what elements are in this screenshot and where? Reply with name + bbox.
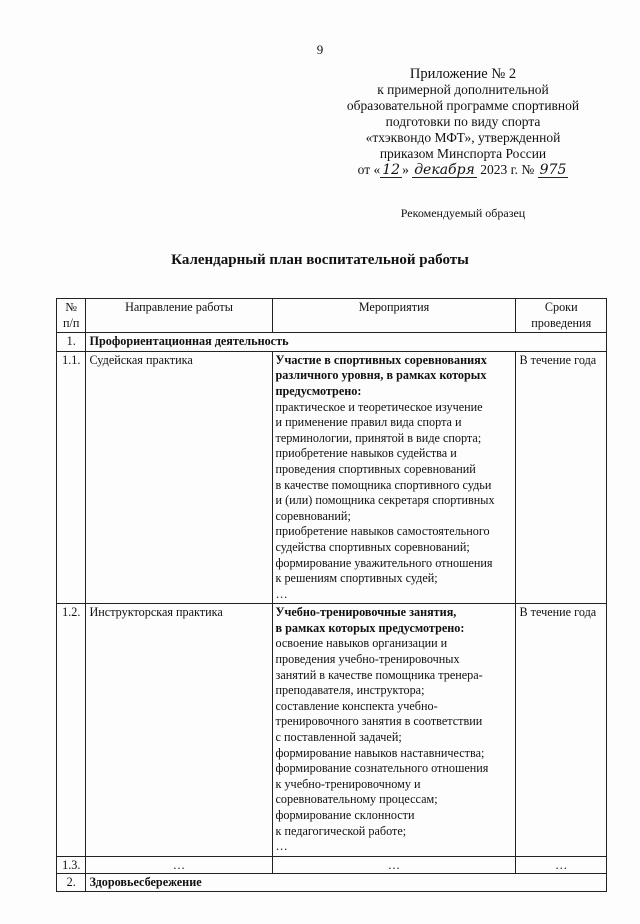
activity-line: к учебно-тренировочному и [275, 776, 421, 791]
appendix-line: приказом Минспорта России [379, 146, 547, 161]
appendix-line: «тхэквондо МФТ», утвержденной [365, 130, 561, 145]
document-title: Календарный план воспитательной работы [171, 252, 469, 268]
activity-line: проведения учебно-тренировочных [275, 652, 460, 667]
row-term: В течение года [516, 604, 607, 857]
header-num: № п/п [57, 299, 86, 333]
section-title: Профориентационная деятельность [86, 333, 607, 352]
activity-line: и применение правил вида спорта и [275, 415, 462, 430]
row-term: В течение года [516, 351, 607, 604]
table-row [57, 351, 607, 604]
activity-line: формирование уважительного отношения [275, 555, 493, 570]
activity-line: приобретение навыков судейства и [275, 446, 457, 461]
table-header-row [57, 299, 607, 333]
appendix-line: подготовки по виду спорта [385, 114, 541, 129]
table-row [57, 333, 607, 352]
appendix-line: образовательной программе спортивной [346, 98, 580, 113]
row-direction: Судейская практика [86, 351, 272, 604]
activity-heading: в рамках которых предусмотрено: [275, 620, 465, 635]
row-direction: Инструкторская практика [86, 604, 272, 857]
row-num: 1. [57, 333, 86, 352]
appendix-block [318, 66, 608, 178]
activity-heading: Участие в спортивных соревнованиях различного уровня, в рамках которых предусмотрено: [275, 352, 487, 398]
handwritten-day: 12 [382, 162, 401, 178]
row-activities: … [272, 856, 516, 873]
date-year: 2023 г. № [480, 162, 535, 177]
activity-line: соревнований; [275, 508, 351, 523]
activity-line: … [275, 586, 288, 601]
header-direction: Направление работы [86, 299, 272, 333]
activity-line: проведения спортивных соревнований [275, 461, 476, 476]
activity-line: соревновательному процессам; [275, 792, 438, 807]
header-terms-line: проведения [531, 315, 592, 330]
activity-line: занятий в качестве помощника тренера- [275, 667, 483, 682]
header-activities: Мероприятия [272, 299, 516, 333]
activity-line: формирование навыков наставничества; [275, 745, 485, 760]
activity-line: преподавателя, инструктора; [275, 683, 425, 698]
order-date-line [318, 162, 608, 178]
activity-line: тренировочного занятия в соответствии [275, 714, 483, 729]
activity-line: формирование склонности [275, 808, 415, 822]
activity-line: … [275, 839, 288, 854]
row-num: 2. [57, 873, 86, 892]
activity-line: и (или) помощника секретаря спортивных [275, 493, 495, 508]
table-row [57, 856, 607, 873]
date-prefix: от « [357, 162, 381, 177]
row-direction: … [86, 856, 272, 873]
activity-line: в качестве помощника спортивного судьи [275, 477, 492, 492]
activity-line: формирование сознательного отношения [275, 761, 489, 776]
handwritten-month: декабря [414, 162, 475, 178]
activity-line: терминологии, принятой в виде спорта; [275, 430, 482, 445]
handwritten-order-number: 975 [539, 162, 567, 178]
date-mid: » [402, 162, 409, 177]
row-term: … [516, 856, 607, 873]
appendix-line: к примерной дополнительной [377, 82, 549, 97]
activity-line: к педагогической работе; [275, 823, 407, 838]
table-row [57, 873, 607, 892]
table-row [57, 604, 607, 857]
activity-heading: Учебно-тренировочные занятия, [275, 605, 457, 620]
header-terms [516, 299, 607, 333]
activity-line: освоение навыков организации и [275, 636, 448, 651]
activity-line: судейства спортивных соревнований; [275, 539, 470, 554]
section-title: Здоровьесбережение [86, 873, 607, 892]
calendar-plan-table [56, 298, 607, 892]
row-activities [272, 604, 516, 857]
row-num: 1.3. [57, 856, 86, 873]
appendix-line: Приложение № 2 [409, 66, 517, 82]
row-activities [272, 351, 516, 604]
page-number: 9 [316, 42, 324, 57]
activity-line: составление конспекта учебно- [275, 698, 438, 713]
activity-line: к решениям спортивных судей; [275, 571, 438, 586]
row-num: 1.1. [57, 351, 86, 604]
row-num: 1.2. [57, 604, 86, 857]
activity-line: приобретение навыков самостоятельного [275, 524, 490, 539]
activity-line: практическое и теоретическое изучение [275, 399, 483, 414]
activity-line: с поставленной задачей; [275, 730, 402, 745]
sample-label: Рекомендуемый образец [400, 206, 526, 220]
header-terms-line: Сроки [544, 300, 578, 314]
